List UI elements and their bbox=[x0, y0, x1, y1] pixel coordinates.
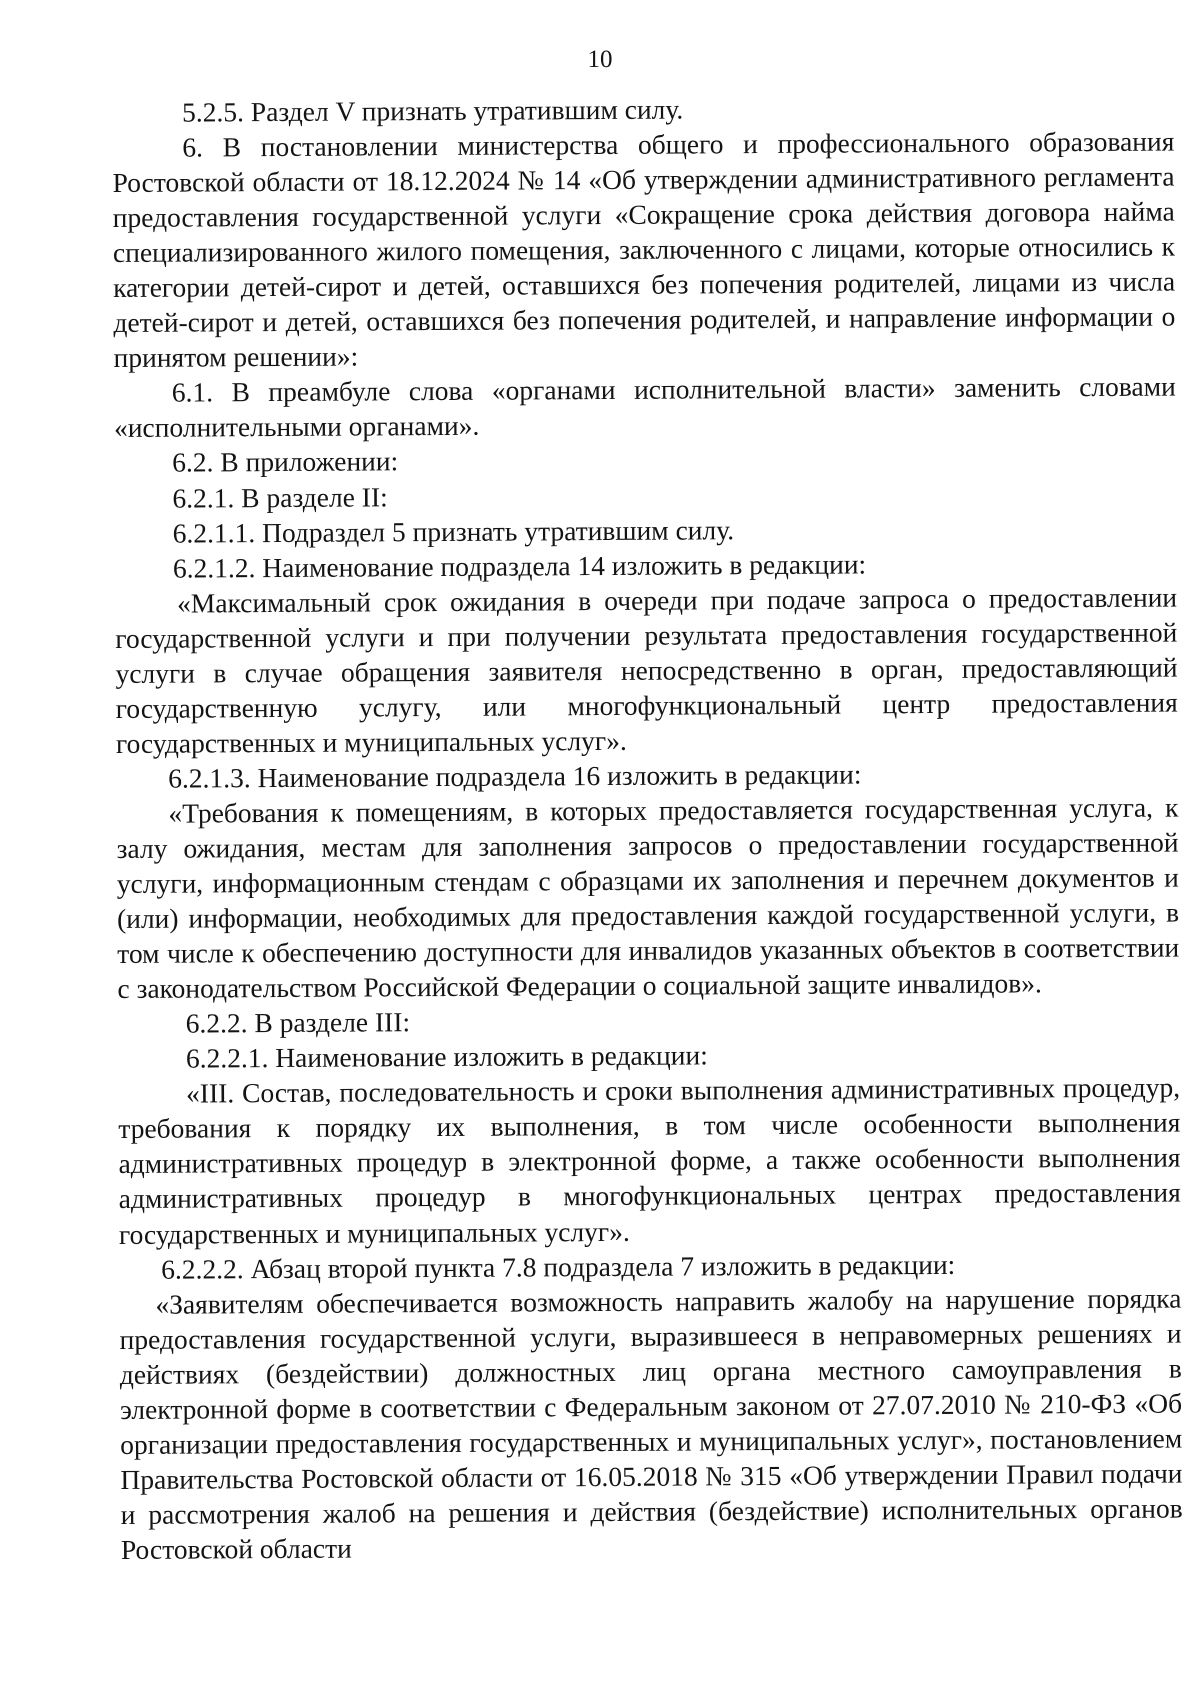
paragraph-6-2-2-2: 6.2.2.2. Абзац второй пункта 7.8 подраздела 7 изложить в редакции: bbox=[161, 1248, 956, 1285]
paragraph-5-2-5: 5.2.5. Раздел V признать утратившим силу. bbox=[182, 93, 684, 128]
paragraph-6-2-2: 6.2.2. В разделе III: bbox=[185, 1006, 411, 1039]
paragraph-6-2-2-1: 6.2.2.1. Наименование изложить в редакции: bbox=[185, 1039, 708, 1074]
quote-subsection-14: «Максимальный срок ожидания в очереди при подаче запроса о предоставлении государственной услуги и при получении результата предоставления государственной услуги в случае обращения заявителя непосредственно в орган, предоставляющий государственную услугу, или многофункциональный центр предоставления государственных и муниципальных услуг». bbox=[115, 581, 1178, 759]
quote-section-3-title: «III. Состав, последовательность и сроки выполнения административных процедур, требования к порядку их выполнения, в том числе особенности выполнения административных процедур в электронной форме, а также особенности выполнения административных процедур в многофункциональных центрах предоставления государственных и муниципальных услуг». bbox=[118, 1071, 1181, 1250]
page-number: 10 bbox=[587, 46, 613, 73]
paragraph-6-2-1-3: 6.2.1.3. Наименование подраздела 16 изложить в редакции: bbox=[168, 758, 862, 794]
quote-subsection-16: «Требования к помещениям, в которых предоставляется государственная услуга, к залу ожидания, местам для заполнения запросов о предоставлении государственной услуги, информационным стендам с образцами их заполнения и перечнем документов и (или) информации, необходимых для предоставления каждой государственной услуги, в том числе к обеспечению доступности для инвалидов указанных объектов в соответствии с законодательством Российской Федерации о социальной защите инвалидов». bbox=[116, 791, 1180, 1005]
paragraph-6-2-1-2: 6.2.1.2. Наименование подраздела 14 изложить в редакции: bbox=[172, 548, 867, 584]
paragraph-6-2: 6.2. В приложении: bbox=[172, 445, 399, 479]
paragraph-6-2-1: 6.2.1. В разделе II: bbox=[172, 480, 388, 514]
paragraph-6-1: 6.1. В преамбуле слова «органами исполнительной власти» заменить словами «исполнительными органами». bbox=[113, 370, 1176, 444]
paragraph-6-2-1-1: 6.2.1.1. Подраздел 5 признать утратившим силу. bbox=[172, 513, 735, 549]
quote-paragraph-7-8: «Заявителям обеспечивается возможность направить жалобу на нарушение порядка предоставления государственной услуги, выразившееся в неправомерных решениях и действиях (бездействии) должностных лиц органа местного самоуправления в электронной форме в соответствии с Федеральным законом от 27.07.2010 № 210-ФЗ «Об организации предоставления государственных и муниципальных услуг», постановлением Правительства Ростовской области от 16.05.2018 № 315 «Об утверждении Правил подачи и рассмотрения жалоб на решения и действия (бездействие) исполнительных органов Ростовской области bbox=[119, 1282, 1183, 1565]
document-body bbox=[112, 89, 1183, 1567]
paragraph-6: 6. В постановлении министерства общего и профессионального образования Ростовской области от 18.12.2024 № 14 «Об утверждении административного регламента предоставления государственной услуги «Сокращение срока действия договора найма специализированного жилого помещения, заключенного с лицами, которые относились к категории детей-сирот и детей, оставшихся без попечения родителей, лицами из числа детей-сирот и детей, оставшихся без попечения родителей, и направление информации о принятом решении»: bbox=[112, 125, 1176, 374]
